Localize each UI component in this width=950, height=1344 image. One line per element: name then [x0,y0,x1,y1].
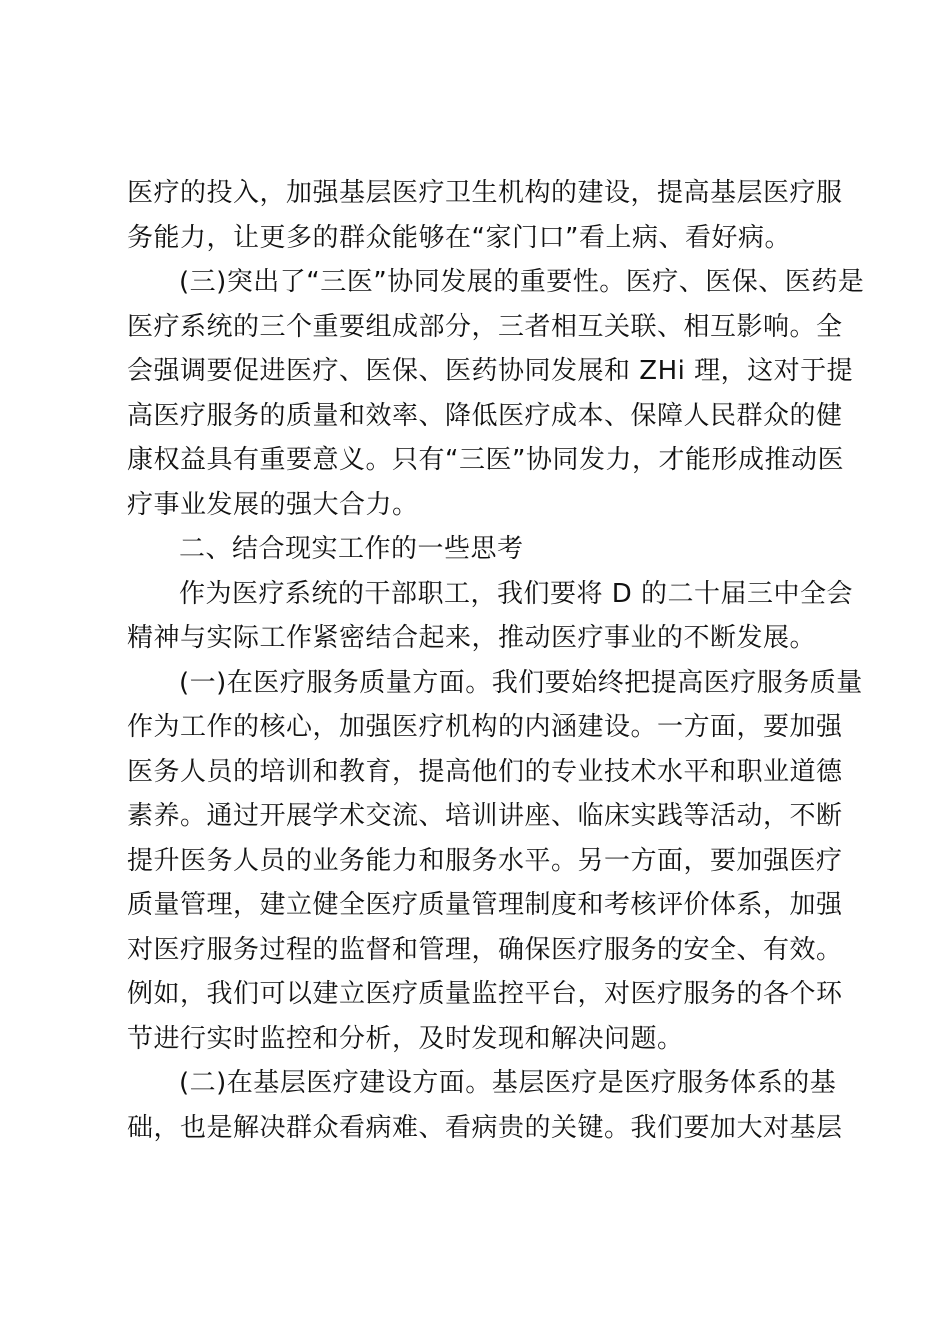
section-heading [127,527,827,572]
text-line: 医务人员的培训和教育，提高他们的专业技术水平和职业道德 [127,756,843,787]
paragraph-service-quality [127,661,863,1062]
text-line: 康权益具有重要意义。只有“三医”协同发力，才能形成推动医 [127,445,844,475]
text-line: 医疗的投入，加强基层医疗卫生机构的建设，提高基层医疗服 [127,178,843,208]
text-line: 对医疗服务过程的监督和管理，确保医疗服务的安全、有效。 [127,934,843,965]
text-line: (一)在医疗服务质量方面。我们要始终把提高医疗服务质量 [179,667,863,698]
heading-line: 二、结合现实工作的一些思考 [179,534,524,564]
text-line: 节进行实时监控和分析，及时发现和解决问题。 [127,1023,684,1054]
paragraph-continuation [127,171,843,260]
text-line: 务能力，让更多的群众能够在“家门口”看上病、看好病。 [127,222,791,253]
text-line: 质量管理，建立健全医疗质量管理制度和考核评价体系，加强 [127,890,843,920]
text-line: 作为医疗系统的干部职工，我们要将 D 的二十届三中全会 [179,578,854,609]
text-line: 例如，我们可以建立医疗质量监控平台，对医疗服务的各个环 [127,979,843,1009]
text-line: 会强调要促进医疗、医保、医药协同发展和 ZHi 理，这对于提 [127,356,854,386]
text-line: (二)在基层医疗建设方面。基层医疗是医疗服务体系的基 [179,1068,837,1098]
document-body [127,171,865,1150]
text-line: (三)突出了“三医”协同发展的重要性。医疗、医保、医药是 [179,267,865,297]
text-line: 作为工作的核心，加强医疗机构的内涵建设。一方面，要加强 [127,712,843,742]
text-line: 疗事业发展的强大合力。 [127,489,419,520]
paragraph-intro [127,572,854,661]
text-line: 医疗系统的三个重要组成部分，三者相互关联、相互影响。全 [127,311,843,342]
text-line: 提升医务人员的业务能力和服务水平。另一方面，要加强医疗 [127,845,843,876]
text-line: 础，也是解决群众看病难、看病贵的关键。我们要加大对基层 [127,1112,843,1143]
text-line: 素养。通过开展学术交流、培训讲座、临床实践等活动，不断 [127,801,843,831]
paragraph-grassroots [127,1061,843,1150]
paragraph-three-medical [127,260,865,527]
text-line: 精神与实际工作紧密结合起来，推动医疗事业的不断发展。 [127,623,817,653]
text-line: 高医疗服务的质量和效率、降低医疗成本、保障人民群众的健 [127,400,843,431]
